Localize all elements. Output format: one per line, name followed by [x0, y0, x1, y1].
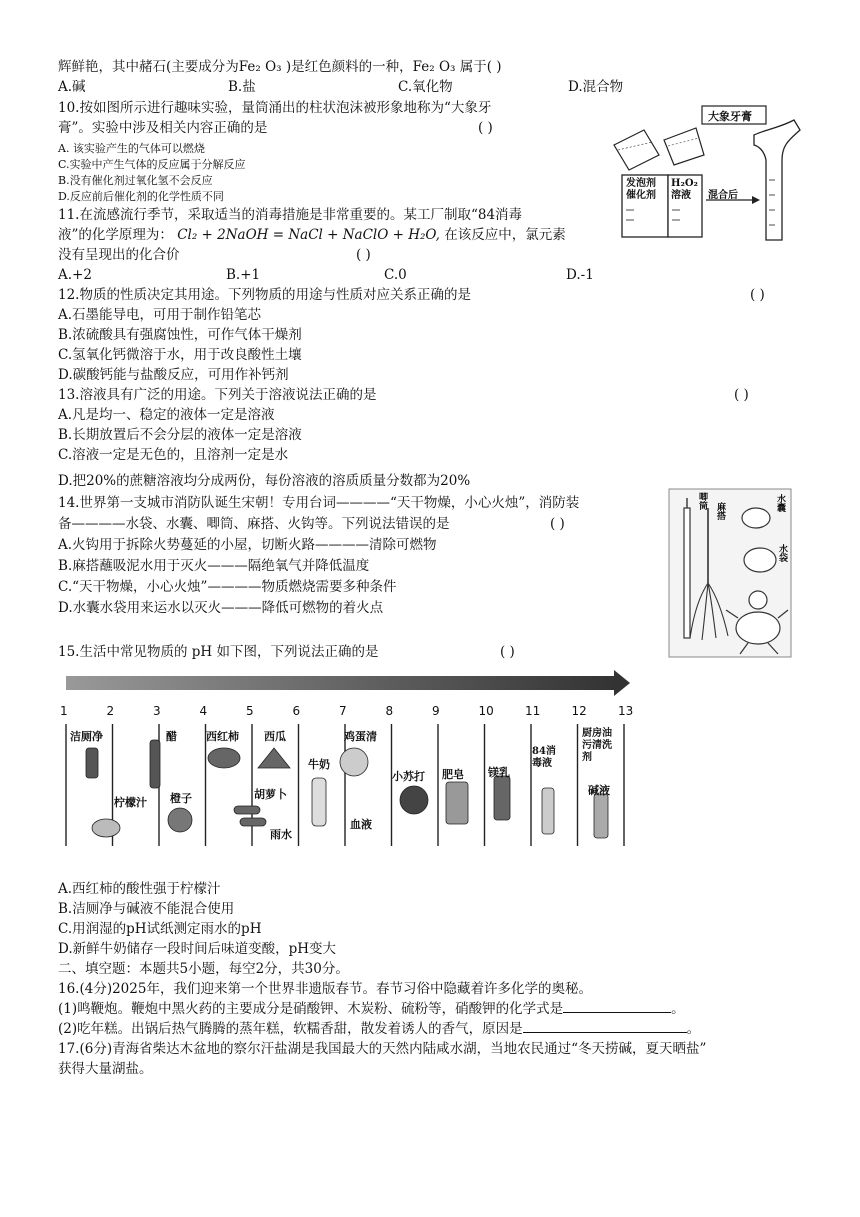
- ph-scale-number-4: 4: [199, 704, 208, 718]
- q11-answer-paren: ( ): [356, 247, 371, 263]
- q11-stem-line2: [58, 226, 566, 244]
- ph-scale-number-11: 11: [525, 704, 541, 718]
- q11-stem-line1: 11.在流感流行季节，采取适当的消毒措施是非常重要的。某工厂制取“84消毒: [58, 207, 523, 223]
- figure-label-water-bag: 水袋: [777, 544, 787, 562]
- q10-option-c: C.实验中产生气体的反应属于分解反应: [58, 158, 246, 171]
- q16-part2: [58, 1020, 700, 1038]
- section-fill-in-title: 二、填空题：本题共5小题，每空2分，共30分。: [58, 961, 349, 977]
- q12-option-a: A.石墨能导电，可用于制作铅笔芯: [58, 307, 262, 323]
- q15-stem: 15.生活中常见物质的 pH 如下图，下列说法正确的是: [58, 644, 379, 660]
- ph-item-baking-soda: 小苏打: [392, 770, 425, 783]
- q10-option-a: A. 该实验产生的气体可以燃烧: [58, 142, 205, 155]
- ph-item-kitchen-cleaner: 厨房油污清洗剂: [582, 728, 612, 763]
- elephant-toothpaste-figure: [604, 100, 804, 245]
- figure-label-catalyst: 发泡剂 催化剂: [626, 178, 656, 201]
- ph-scale-number-12: 12: [571, 704, 587, 718]
- q13-stem: 13.溶液具有广泛的用途。下列关于溶液说法正确的是: [58, 387, 377, 403]
- q9-option-c: C.氧化物: [398, 79, 453, 95]
- ph-scale-number-13: 13: [618, 704, 634, 718]
- q9-option-d: D.混合物: [568, 79, 624, 95]
- q9-option-a: A.碱: [58, 79, 86, 95]
- ph-item-orange: 橙子: [170, 792, 192, 805]
- ph-scale-number-6: 6: [292, 704, 301, 718]
- q17-stem-line2: 获得大量湖盐。: [58, 1061, 153, 1077]
- q10-option-b: B.没有催化剂过氧化氢不会反应: [58, 174, 213, 187]
- ph-item-vinegar: 醋: [166, 730, 177, 743]
- ph-item-milk: 牛奶: [308, 758, 330, 771]
- q10-stem-line1: 10.按如图所示进行趣味实验，量筒涌出的柱状泡沫被形象地称为“大象牙: [58, 100, 492, 116]
- q12-answer-paren: ( ): [750, 287, 765, 303]
- q11-stem-line3: 没有呈现出的化合价: [58, 247, 180, 263]
- figure-label-after-mixing: 混合后: [708, 190, 738, 201]
- q14-answer-paren: ( ): [550, 516, 565, 532]
- q13-answer-paren: ( ): [734, 387, 749, 403]
- q16-answer-blank-2[interactable]: [523, 1020, 687, 1033]
- q14-stem-line2: 备————水袋、水囊、唧筒、麻搭、火钩等。下列说法错误的是: [58, 516, 450, 532]
- ph-item-blood: 血液: [350, 818, 372, 831]
- q16-part2-text: (2)吃年糕。出锅后热气腾腾的蒸年糕，软糯香甜，散发着诱人的香气，原因是: [58, 1021, 523, 1037]
- ph-item-84-disinfectant: 84消毒液: [532, 746, 556, 769]
- firefighting-tools-drawing: [668, 488, 792, 658]
- q11-option-b: B.+1: [226, 267, 261, 283]
- ph-scale-number-8: 8: [385, 704, 394, 718]
- figure-label-h2o2: H₂O₂ 溶液: [671, 178, 698, 201]
- ph-item-toilet-cleaner: 洁厕净: [70, 730, 103, 743]
- q13-option-c: C.溶液一定是无色的，且溶剂一定是水: [58, 447, 289, 463]
- q11-stem-suffix: 在该反应中，氯元素: [444, 227, 566, 243]
- q10-option-d: D.反应前后催化剂的化学性质不同: [58, 190, 224, 203]
- q16-stem: 16.(4分)2025年，我们迎来第一个世界非遗版春节。春节习俗中隐藏着许多化学的奥秘。: [58, 981, 592, 997]
- q12-option-d: D.碳酸钙能与盐酸反应，可用作补钙剂: [58, 367, 289, 383]
- q16-part1-end: 。: [671, 1001, 685, 1017]
- q11-stem-prefix: 液”的化学原理为：: [58, 227, 173, 243]
- q14-stem-line1: 14.世界第一支城市消防队诞生宋朝！专用台词————“天干物燥，小心火烛”，消防装: [58, 495, 580, 511]
- q16-part2-end: 。: [686, 1021, 701, 1037]
- ph-item-alkali-solution: 碱液: [588, 784, 610, 797]
- q15-option-a: A.西红柿的酸性强于柠檬汁: [58, 881, 221, 897]
- q16-part1-text: (1)鸣鞭炮。鞭炮中黑火药的主要成分是硝酸钾、木炭粉、硫粉等，硝酸钾的化学式是: [58, 1001, 564, 1017]
- q9-option-b: B.盐: [228, 79, 256, 95]
- ph-item-carrot: 胡萝卜: [254, 788, 287, 801]
- q12-option-b: B.浓硫酸具有强腐蚀性，可作气体干燥剂: [58, 327, 302, 343]
- q15-option-c: C.用润湿的pH试纸测定雨水的pH: [58, 921, 262, 937]
- ph-scale-number-3: 3: [153, 704, 161, 718]
- q13-option-d: D.把20%的蔗糖溶液均分成两份，每份溶液的溶质质量分数都为20%: [58, 473, 471, 489]
- q10-answer-paren: ( ): [478, 120, 493, 136]
- q16-part1: [58, 1000, 685, 1018]
- ph-item-lemon-juice: 柠檬汁: [114, 796, 147, 809]
- figure-label-elephant-toothpaste: 大象牙膏: [708, 110, 752, 123]
- firefighting-tools-figure: [668, 488, 792, 658]
- q14-option-b: B.麻搭蘸吸泥水用于灭火———隔绝氧气并降低温度: [58, 558, 370, 574]
- ph-item-milk-of-magnesia: 镁乳: [488, 766, 510, 779]
- q14-option-d: D.水囊水袋用来运水以灭火———降低可燃物的着火点: [58, 600, 384, 616]
- q12-option-c: C.氢氧化钙微溶于水，用于改良酸性土壤: [58, 347, 302, 363]
- figure-label-pump: 唧筒: [697, 492, 707, 510]
- figure-label-water-sac: 水囊: [775, 494, 785, 512]
- ph-item-rainwater: 雨水: [270, 828, 292, 841]
- q11-option-a: A.+2: [58, 267, 92, 283]
- q11-option-c: C.0: [384, 267, 407, 283]
- q12-stem: 12.物质的性质决定其用途。下列物质的用途与性质对应关系正确的是: [58, 287, 471, 303]
- q11-equation: Cl₂ + 2NaOH = NaCl + NaClO + H₂O,: [177, 227, 440, 243]
- q14-option-c: C.“天干物燥，小心火烛”————物质燃烧需要多种条件: [58, 579, 397, 595]
- ph-scale-number-9: 9: [432, 704, 440, 718]
- q10-stem-line2: 膏”。实验中涉及相关内容正确的是: [58, 120, 268, 136]
- q15-option-d: D.新鲜牛奶储存一段时间后味道变酸，pH变大: [58, 941, 337, 957]
- q14-option-a: A.火钩用于拆除火势蔓延的小屋，切断火路————清除可燃物: [58, 537, 437, 553]
- ph-item-soap: 肥皂: [442, 768, 464, 781]
- figure-label-mop: 麻搭: [715, 502, 725, 520]
- ph-scale-number-10: 10: [478, 704, 494, 718]
- q15-option-b: B.洁厕净与碱液不能混合使用: [58, 901, 235, 917]
- elephant-toothpaste-diagram: [604, 100, 804, 245]
- ph-item-watermelon: 西瓜: [264, 730, 286, 743]
- ph-scale-number-7: 7: [339, 704, 347, 718]
- q17-stem-line1: 17.(6分)青海省柴达木盆地的察尔汗盐湖是我国最大的天然内陆咸水湖，当地农民通过“冬天捞碱，夏天晒盐”: [58, 1041, 707, 1057]
- ph-scale-number-5: 5: [246, 704, 254, 718]
- q13-option-a: A.凡是均一、稳定的液体一定是溶液: [58, 407, 275, 423]
- ph-item-egg-white: 鸡蛋清: [344, 730, 377, 743]
- ph-item-tomato: 西红柿: [206, 730, 239, 743]
- q11-option-d: D.-1: [566, 267, 594, 283]
- q16-answer-blank-1[interactable]: [563, 1000, 671, 1013]
- ph-scale-number-2: 2: [106, 704, 115, 718]
- q13-option-b: B.长期放置后不会分层的液体一定是溶液: [58, 427, 302, 443]
- q15-answer-paren: ( ): [500, 644, 515, 660]
- q9-stem-line: 辉鲜艳，其中赭石(主要成分为Fe₂ O₃ )是红色颜料的一种，Fe₂ O₃ 属于( ): [58, 59, 502, 75]
- ph-scale-number-1: 1: [60, 704, 68, 718]
- ph-scale-figure: [58, 670, 638, 850]
